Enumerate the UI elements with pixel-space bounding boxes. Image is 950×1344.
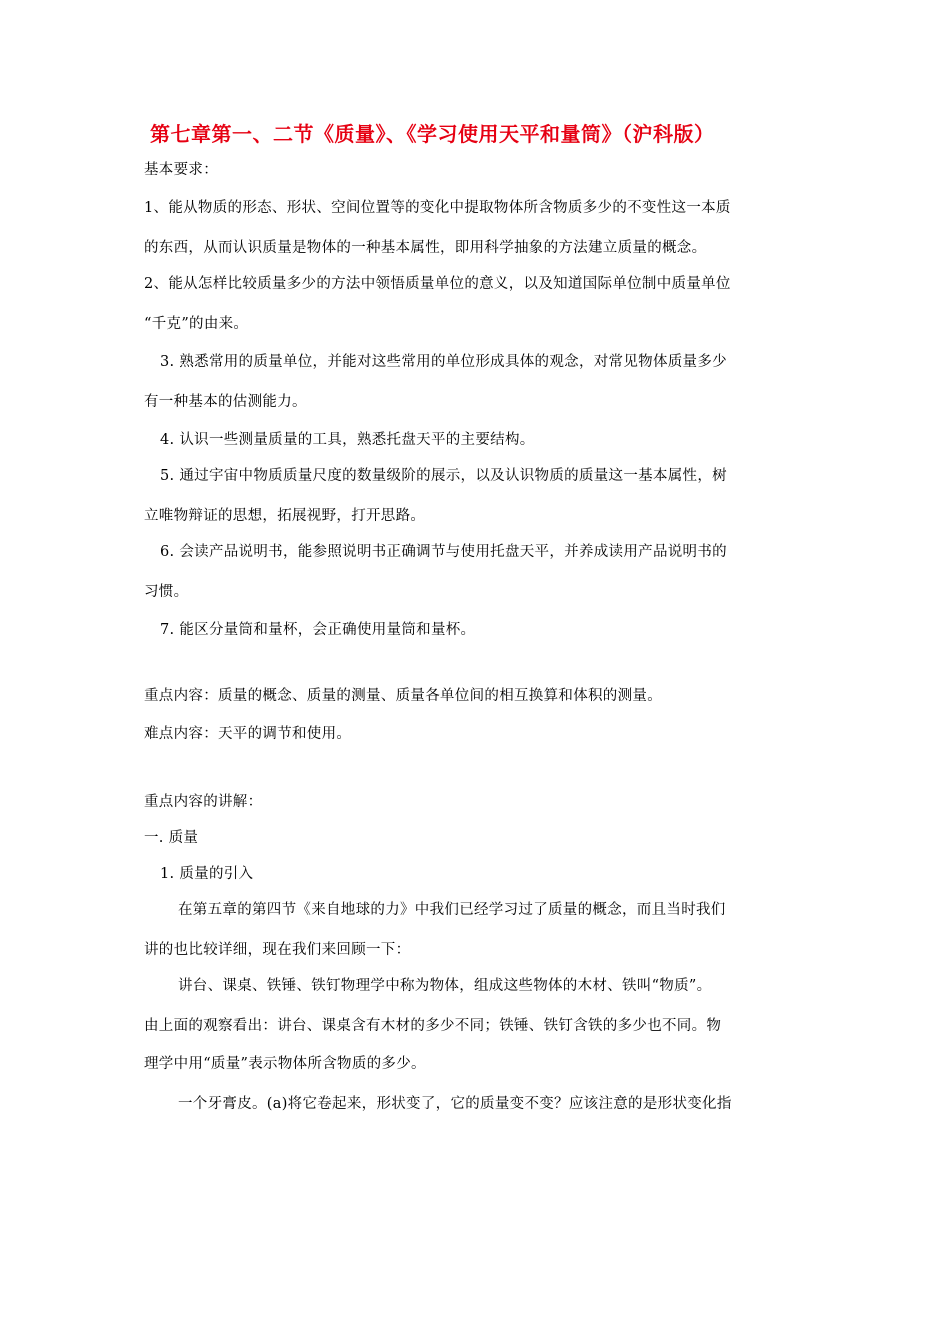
section-heading-explanation: 重点内容的讲解： — [144, 794, 263, 810]
paragraph-line: 6. 会读产品说明书，能参照说明书正确调节与使用托盘天平，并养成读用产品说明书的 — [160, 544, 727, 560]
paragraph-line: 理学中用“质量”表示物体所含物质的多少。 — [144, 1056, 426, 1072]
paragraph-line: 7. 能区分量筒和量杯，会正确使用量筒和量杯。 — [160, 622, 476, 638]
paragraph-line: 一个牙膏皮。(a)将它卷起来，形状变了，它的质量变不变？应该注意的是形状变化指 — [178, 1096, 732, 1112]
paragraph-line: 讲的也比较详细，现在我们来回顾一下： — [144, 942, 411, 958]
key-content-line: 重点内容：质量的概念、质量的测量、质量各单位间的相互换算和体积的测量。 — [144, 688, 662, 704]
paragraph-line: 4. 认识一些测量质量的工具，熟悉托盘天平的主要结构。 — [160, 432, 535, 448]
paragraph-line: 立唯物辩证的思想，拓展视野，打开思路。 — [144, 508, 426, 524]
paragraph-line: 在第五章的第四节《来自地球的力》中我们已经学习过了质量的概念，而且当时我们 — [178, 902, 726, 918]
paragraph-line: “千克”的由来。 — [144, 316, 249, 332]
paragraph-line: 讲台、课桌、铁锤、铁钉物理学中称为物体，组成这些物体的木材、铁叫“物质”。 — [178, 978, 712, 994]
paragraph-line: 的东西，从而认识质量是物体的一种基本属性，即用科学抽象的方法建立质量的概念。 — [144, 240, 707, 256]
subsection-heading: 1. 质量的引入 — [160, 866, 254, 882]
paragraph-line: 2、能从怎样比较质量多少的方法中领悟质量单位的意义，以及知道国际单位制中质量单位 — [144, 276, 731, 292]
paragraph-line: 1、能从物质的形态、形状、空间位置等的变化中提取物体所含物质多少的不变性这一本质 — [144, 200, 731, 216]
paragraph-line: 由上面的观察看出：讲台、课桌含有木材的多少不同；铁锤、铁钉含铁的多少也不同。物 — [144, 1018, 722, 1034]
paragraph-line: 有一种基本的估测能力。 — [144, 394, 307, 410]
document-title: 第七章第一、二节《质量》、《学习使用天平和量筒》（沪科版） — [150, 122, 715, 146]
difficult-content-line: 难点内容：天平的调节和使用。 — [144, 726, 352, 742]
subsection-heading: 一. 质量 — [144, 830, 199, 846]
paragraph-line: 3. 熟悉常用的质量单位，并能对这些常用的单位形成具体的观念，对常见物体质量多少 — [160, 354, 727, 370]
section-heading-requirements: 基本要求： — [144, 162, 218, 178]
paragraph-line: 习惯。 — [144, 584, 189, 600]
paragraph-line: 5. 通过宇宙中物质质量尺度的数量级阶的展示，以及认识物质的质量这一基本属性，树 — [160, 468, 727, 484]
